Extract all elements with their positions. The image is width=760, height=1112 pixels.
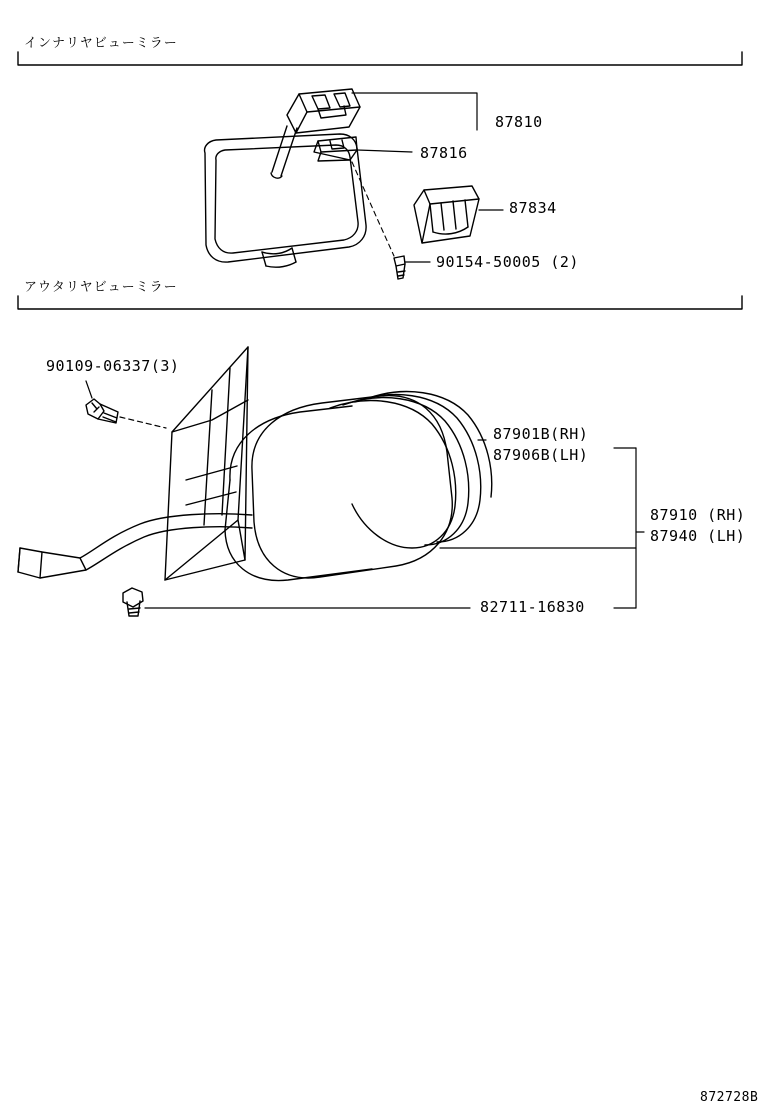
mirror-base-edge: [238, 520, 245, 560]
mount-bracket-slot1: [312, 95, 330, 109]
callout-87906B: 87906B(LH): [493, 446, 589, 464]
outer-mirror-housing: [252, 396, 452, 578]
harness-connector: [18, 548, 86, 578]
section-title-inner-mirror: インナリヤビューミラー: [24, 36, 178, 51]
assembly-dash-1: [352, 162, 394, 256]
leader-90109: [86, 381, 92, 398]
bolt-head: [86, 399, 104, 419]
part-87834-edge: [424, 190, 479, 204]
inner-mirror-tab3: [266, 262, 296, 267]
callout-87834: 87834: [509, 199, 557, 217]
mount-bracket-edge: [299, 94, 360, 112]
outer-mirror-seam3: [225, 480, 230, 530]
callout-87940: 87940 (LH): [650, 527, 746, 545]
mount-bracket-slot2: [334, 93, 350, 107]
part-87834-bottom: [433, 227, 468, 234]
callout-82711-16830: 82711-16830: [480, 598, 585, 616]
assembly-dash-2: [120, 417, 166, 428]
bolt-cross: [92, 403, 99, 412]
mount-bracket-edge2: [296, 112, 307, 133]
inner-mirror-body: [205, 134, 367, 262]
mirror-base-rib: [204, 390, 212, 525]
callout-87810: 87810: [495, 113, 543, 131]
part-87816-edge: [318, 141, 357, 152]
section-title-outer-mirror: アウタリヤビューミラー: [24, 280, 178, 295]
inner-mirror-stem-base: [271, 173, 282, 178]
leader-87810: [352, 93, 477, 130]
mount-bracket-lip: [318, 106, 346, 118]
section-divider-inner: [18, 52, 742, 65]
leader-87816: [357, 150, 412, 152]
part-87834-ribs: [430, 200, 468, 232]
callout-87901B: 87901B(RH): [493, 425, 589, 443]
callout-87910: 87910 (RH): [650, 506, 746, 524]
screw-head-1: [394, 256, 405, 266]
mirror-base-fold: [165, 347, 248, 580]
harness-wire-bottom: [86, 527, 252, 570]
mirror-cap-outline: [330, 401, 456, 548]
callout-90109-06337: 90109-06337(3): [46, 357, 180, 375]
mirror-cap-outline3: [355, 395, 481, 542]
callout-90154-50005: 90154-50005 (2): [436, 253, 579, 271]
callout-87816: 87816: [420, 144, 468, 162]
section-divider-outer: [18, 296, 742, 309]
part-87834-edge2: [422, 204, 430, 243]
outer-mirror-seam: [230, 406, 352, 480]
diagram-footer-code: 872728B: [700, 1090, 759, 1105]
